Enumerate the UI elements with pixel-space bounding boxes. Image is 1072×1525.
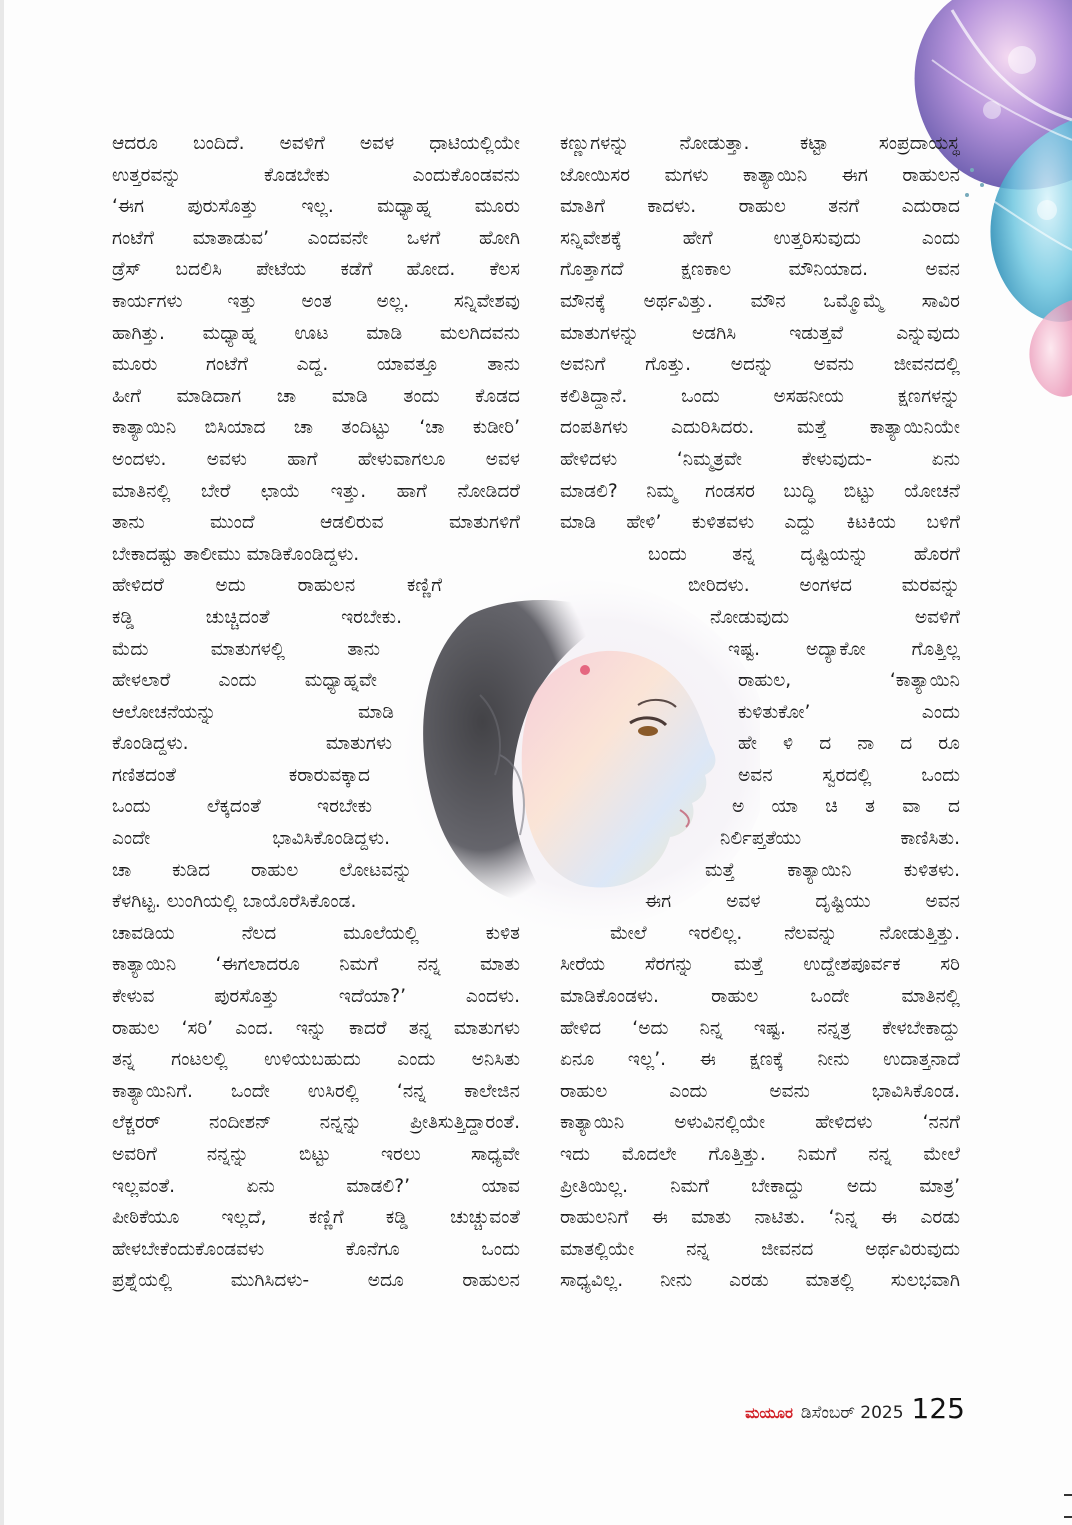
text-line: ಬೀರಿದಳು. ಅಂಗಳದ ಮರವನ್ನು bbox=[688, 575, 960, 597]
text-line: ಜೋಯಿಸರ ಮಗಳು ಕಾತ್ಯಾಯಿನಿ ಈಗ ರಾಹುಲನ bbox=[560, 164, 960, 186]
magazine-brand: ಮಯೂರ bbox=[745, 1404, 793, 1422]
text-line: ಹಾಗಿತ್ತು. ಮಧ್ಯಾಹ್ನ ಊಟ ಮಾಡಿ ಮಲಗಿದವನು bbox=[112, 322, 520, 344]
text-line: ಮಾಡಲಿ? ನಿಮ್ಮ ಗಂಡಸರ ಬುದ್ಧಿ ಬಿಟ್ಟು ಯೋಚನೆ bbox=[560, 480, 960, 502]
text-line: ಪೀಠಿಕೆಯೂ ಇಲ್ಲದೆ, ಕಣ್ಣಿಗೆ ಕಡ್ಡಿ ಚುಚ್ಚುವಂತೆ bbox=[112, 1207, 520, 1229]
text-line: ಅಂದಳು. ಅವಳು ಹಾಗೆ ಹೇಳುವಾಗಲೂ ಅವಳ bbox=[112, 448, 520, 470]
text-line: ದಂಪತಿಗಳು ಎದುರಿಸಿದರು. ಮತ್ತೆ ಕಾತ್ಯಾಯಿನಿಯೇ bbox=[560, 417, 960, 439]
text-line: ಆದರೂ ಬಂದಿದೆ. ಅವಳಿಗೆ ಅವಳ ಧಾಟಿಯಲ್ಲಿಯೇ bbox=[112, 133, 520, 154]
text-line: ತನ್ನ ಗಂಟಲಲ್ಲಿ ಉಳಿಯಬಹುದು ಎಂದು ಅನಿಸಿತು bbox=[112, 1049, 520, 1071]
text-line: ಕುಳಿತುಕೋ’ ಎಂದು bbox=[738, 701, 960, 723]
text-line: ಮಾತುಗಳನ್ನು ಅಡಗಿಸಿ ಇಡುತ್ತವೆ ಎನ್ನುವುದು bbox=[560, 322, 960, 344]
text-line: ಕೇಳುವ ಪುರಸೊತ್ತು ಇದೆಯಾ?’ ಎಂದಳು. bbox=[112, 986, 520, 1008]
text-line: ಮೂರು ಗಂಟೆಗೆ ಎದ್ದ. ಯಾವತ್ತೂ ತಾನು bbox=[112, 354, 520, 376]
text-line: ಅವರಿಗೆ ನನ್ನನ್ನು ಬಿಟ್ಟು ಇರಲು ಸಾಧ್ಯವೇ bbox=[112, 1144, 520, 1165]
text-line: ಅವನಿಗೆ ಗೊತ್ತು. ಅದನ್ನು ಅವನು ಜೀವನದಲ್ಲಿ bbox=[560, 354, 960, 376]
article-column-left bbox=[112, 128, 520, 1297]
text-line: ಇದು ಮೊದಲೇ ಗೊತ್ತಿತ್ತು. ನಿಮಗೆ ನನ್ನ ಮೇಲೆ bbox=[560, 1144, 960, 1165]
text-line: ಮಾತಲ್ಲಿಯೇ ನನ್ನ ಜೀವನದ ಅರ್ಥವಿರುವುದು bbox=[560, 1238, 960, 1260]
article-column-right bbox=[560, 128, 960, 1297]
text-line: ಹೇಳಿದಳು ‘ನಿಮ್ಮತ್ರವೇ ಕೇಳುವುದು- ಏನು bbox=[560, 448, 960, 470]
text-line: ಪ್ರಶ್ನೆಯಲ್ಲಿ ಮುಗಿಸಿದಳು- ಅದೂ ರಾಹುಲನ bbox=[112, 1270, 520, 1292]
text-line: ಬಂದು ತನ್ನ ದೃಷ್ಟಿಯನ್ನು ಹೊರಗೆ bbox=[648, 543, 960, 565]
text-line: ಕಡ್ಡಿ ಚುಚ್ಚಿದಂತೆ ಇರಬೇಕು. bbox=[112, 606, 402, 628]
text-line: ಹೇ ಳಿ ದ ನಾ ದ ರೂ bbox=[738, 733, 960, 755]
text-line: ಹೇಳಲಾರೆ ಎಂದು ಮಧ್ಯಾಹ್ನವೇ bbox=[112, 670, 377, 692]
text-line: ಅವನ ಸ್ವರದಲ್ಲಿ ಒಂದು bbox=[738, 764, 960, 786]
text-line: ಗಂಟೆಗೆ ಮಾತಾಡುವ’ ಎಂದವನೇ ಒಳಗೆ ಹೋಗಿ bbox=[112, 227, 520, 249]
text-line: ಚಾ ಕುಡಿದ ರಾಹುಲ ಲೋಟವನ್ನು bbox=[112, 859, 412, 881]
text-line: ಕೊಂಡಿದ್ದಳು. ಮಾತುಗಳು bbox=[112, 733, 392, 755]
text-line: ಅ ಯಾ ಚಿ ತ ವಾ ದ bbox=[732, 796, 960, 818]
text-line: ರಾಹುಲ ಎಂದು ಅವನು ಭಾವಿಸಿಕೊಂಡ. bbox=[560, 1080, 960, 1102]
text-line: ಕಾರ್ಯಗಳು ಇತ್ತು ಅಂತ ಅಲ್ಲ. ಸನ್ನಿವೇಶವು bbox=[112, 290, 520, 312]
text-line: ಮೇಲೆ ಇರಲಿಲ್ಲ. ನೆಲವನ್ನು ನೋಡುತ್ತಿತ್ತು. bbox=[610, 922, 960, 944]
text-line: ಪ್ರೀತಿಯಿಲ್ಲ. ನಿಮಗೆ ಬೇಕಾದ್ದು ಅದು ಮಾತ್ರ’ bbox=[560, 1175, 960, 1197]
text-line: ಮೆದು ಮಾತುಗಳಲ್ಲಿ ತಾನು bbox=[112, 638, 380, 660]
text-line: ‘ಈಗ ಪುರುಸೊತ್ತು ಇಲ್ಲ. ಮಧ್ಯಾಹ್ನ ಮೂರು bbox=[112, 196, 520, 218]
text-line: ಸೀರೆಯ ಸೆರಗನ್ನು ಮತ್ತೆ ಉದ್ದೇಶಪೂರ್ವಕ ಸರಿ bbox=[560, 954, 960, 976]
text-line: ಕಾತ್ಯಾಯಿನಿಗೆ. ಒಂದೇ ಉಸಿರಲ್ಲಿ ‘ನನ್ನ ಕಾಲೇಜಿನ bbox=[112, 1080, 520, 1102]
text-line: ಮತ್ತೆ ಕಾತ್ಯಾಯಿನಿ ಕುಳಿತಳು. bbox=[705, 859, 960, 881]
text-line: ಕಾತ್ಯಾಯಿನಿ ಬಿಸಿಯಾದ ಚಾ ತಂದಿಟ್ಟು ‘ಚಾ ಕುಡೀರಿ’ bbox=[112, 417, 520, 439]
page-number: 125 bbox=[911, 1392, 965, 1425]
text-line: ಇಷ್ಟ. ಅದ್ಯಾಕೋ ಗೊತ್ತಿಲ್ಲ bbox=[728, 638, 960, 660]
text-line: ಈಗ ಅವಳ ದೃಷ್ಟಿಯು ಅವನ bbox=[645, 891, 960, 913]
text-line: ಮೌನಕ್ಕೆ ಅರ್ಥವಿತ್ತು. ಮೌನ ಒಮ್ಮೊಮ್ಮೆ ಸಾವಿರ bbox=[560, 290, 960, 312]
text-line: ಡ್ರೆಸ್ ಬದಲಿಸಿ ಪೇಟೆಯ ಕಡೆಗೆ ಹೋದ. ಕೆಲಸ bbox=[112, 259, 520, 281]
text-line: ನಿರ್ಲಿಪ್ತತೆಯು ಕಾಣಿಸಿತು. bbox=[720, 828, 960, 850]
crop-mark bbox=[1064, 1494, 1072, 1496]
issue-date: ಡಿಸೆಂಬರ್ 2025 bbox=[800, 1403, 904, 1423]
text-line: ಮಾತಿನಲ್ಲಿ ಬೇರೆ ಛಾಯೆ ಇತ್ತು. ಹಾಗೆ ನೋಡಿದರೆ bbox=[112, 480, 520, 502]
text-line: ಚಾವಡಿಯ ನೆಲದ ಮೂಲೆಯಲ್ಲಿ ಕುಳಿತ bbox=[112, 922, 520, 944]
text-line: ಎಂದೇ ಭಾವಿಸಿಕೊಂಡಿದ್ದಳು. bbox=[112, 828, 390, 850]
text-line: ಹೀಗೆ ಮಾಡಿದಾಗ ಚಾ ಮಾಡಿ ತಂದು ಕೊಡದ bbox=[112, 385, 520, 407]
text-line: ಹೇಳಬೇಕೆಂದುಕೊಂಡವಳು ಕೊನೆಗೂ ಒಂದು bbox=[112, 1238, 520, 1260]
text-line: ರಾಹುಲನಿಗೆ ಈ ಮಾತು ನಾಟಿತು. ‘ನಿನ್ನ ಈ ಎರಡು bbox=[560, 1207, 960, 1229]
text-line: ಹೇಳಿದರೆ ಅದು ರಾಹುಲನ ಕಣ್ಣಿಗೆ bbox=[112, 575, 442, 597]
text-line: ಮಾತಿಗೆ ಕಾದಳು. ರಾಹುಲ ತನಗೆ ಎದುರಾದ bbox=[560, 196, 960, 218]
text-line: ಕಾತ್ಯಾಯಿನಿ ‘ಈಗಲಾದರೂ ನಿಮಗೆ ನನ್ನ ಮಾತು bbox=[112, 954, 520, 976]
text-line: ಸಾಧ್ಯವಿಲ್ಲ. ನೀನು ಎರಡು ಮಾತಲ್ಲಿ ಸುಲಭವಾಗಿ bbox=[560, 1270, 960, 1292]
text-line: ಒಂದು ಲೆಕ್ಕದಂತೆ ಇರಬೇಕು bbox=[112, 796, 372, 818]
text-line: ಗೊತ್ತಾಗದೆ ಕ್ಷಣಕಾಲ ಮೌನಿಯಾದ. ಅವನ bbox=[560, 259, 960, 281]
text-line: ಲೆಕ್ಚರರ್ ನಂದೀಶನ್ ನನ್ನನ್ನು ಪ್ರೀತಿಸುತ್ತಿದ್ದಾರಂತೆ. bbox=[112, 1112, 520, 1134]
page-footer bbox=[705, 1392, 965, 1432]
text-line: ಆಲೋಚನೆಯನ್ನು ಮಾಡಿ bbox=[112, 701, 394, 723]
text-line: ಕಣ್ಣುಗಳನ್ನು ನೋಡುತ್ತಾ. ಕಟ್ಟಾ ಸಂಪ್ರದಾಯಸ್ಥ bbox=[560, 133, 960, 154]
text-line: ತಾನು ಮುಂದೆ ಆಡಲಿರುವ ಮಾತುಗಳಿಗೆ bbox=[112, 512, 520, 534]
text-line: ಉತ್ತರವನ್ನು ಕೊಡಬೇಕು ಎಂದುಕೊಂಡವನು bbox=[112, 164, 520, 186]
text-line: ಸನ್ನಿವೇಶಕ್ಕೆ ಹೇಗೆ ಉತ್ತರಿಸುವುದು ಎಂದು bbox=[560, 227, 960, 249]
text-line: ಬೇಕಾದಷ್ಟು ತಾಲೀಮು ಮಾಡಿಕೊಂಡಿದ್ದಳು. bbox=[112, 543, 360, 565]
text-line: ಮಾಡಿ ಹೇಳಿ’ ಕುಳಿತವಳು ಎದ್ದು ಕಿಟಕಿಯ ಬಳಿಗೆ bbox=[560, 512, 960, 534]
text-line: ಮಾಡಿಕೊಂಡಳು. ರಾಹುಲ ಒಂದೇ ಮಾತಿನಲ್ಲಿ bbox=[560, 986, 960, 1008]
text-line: ಕಲಿತಿದ್ದಾನೆ. ಒಂದು ಅಸಹನೀಯ ಕ್ಷಣಗಳನ್ನು bbox=[560, 385, 960, 407]
text-line: ಇಲ್ಲವಂತೆ. ಏನು ಮಾಡಲಿ?’ ಯಾವ bbox=[112, 1175, 520, 1197]
text-line: ರಾಹುಲ ‘ಸರಿ’ ಎಂದ. ಇನ್ನು ಕಾದರೆ ತನ್ನ ಮಾತುಗಳು bbox=[112, 1017, 520, 1039]
text-line: ಗಣಿತದಂತೆ ಕರಾರುವಕ್ಕಾದ bbox=[112, 764, 370, 786]
text-line: ಕಾತ್ಯಾಯಿನಿ ಅಳುವಿನಲ್ಲಿಯೇ ಹೇಳಿದಳು ‘ನನಗೆ bbox=[560, 1112, 960, 1134]
text-line: ಕೆಳಗಿಟ್ಟ. ಲುಂಗಿಯಲ್ಲಿ ಬಾಯೊರೆಸಿಕೊಂಡ. bbox=[112, 891, 357, 913]
text-line: ಹೇಳಿದ ‘ಅದು ನಿನ್ನ ಇಷ್ಟ. ನನ್ನತ್ರ ಕೇಳಬೇಕಾದ್ದು bbox=[560, 1017, 960, 1039]
text-line: ಏನೂ ಇಲ್ಲ’. ಈ ಕ್ಷಣಕ್ಕೆ ನೀನು ಉದಾತ್ತನಾದೆ bbox=[560, 1049, 960, 1071]
crop-mark bbox=[1064, 1516, 1072, 1518]
text-line: ನೋಡುವುದು ಅವಳಿಗೆ bbox=[710, 606, 960, 628]
page-edge bbox=[0, 0, 4, 1525]
text-line: ರಾಹುಲ, ‘ಕಾತ್ಯಾಯಿನಿ bbox=[738, 670, 960, 692]
